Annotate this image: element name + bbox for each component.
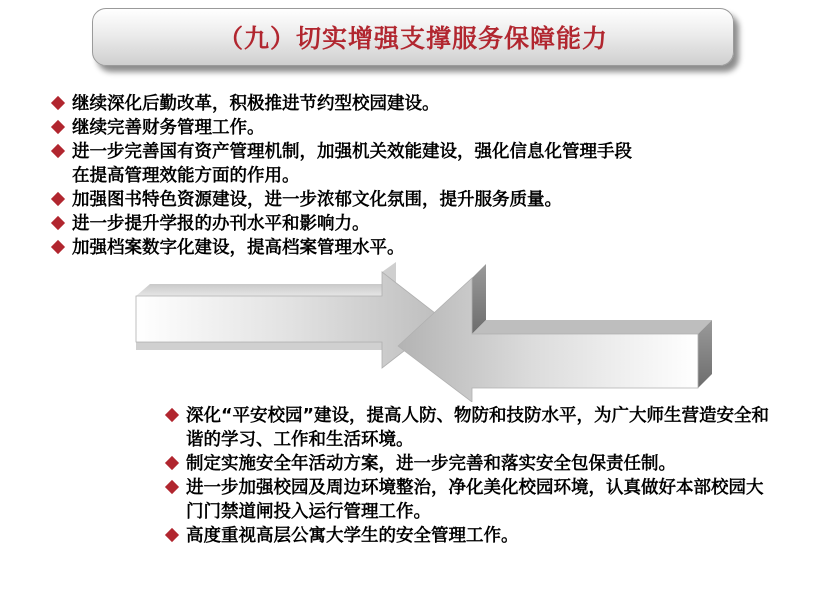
bullet-text: 进一步完善国有资产管理机制，加强机关效能建设，强化信息化管理手段在提高管理效能方面的作用。 — [72, 142, 632, 186]
diamond-bullet-icon — [164, 452, 186, 476]
bullet-text: 加强档案数字化建设，提高档案管理水平。 — [72, 238, 405, 258]
list-item — [50, 140, 700, 188]
list-item — [164, 524, 804, 548]
diamond-bullet-icon — [164, 476, 186, 500]
diamond-bullet-icon — [50, 92, 72, 116]
diamond-bullet-icon — [50, 116, 72, 140]
list-item — [50, 188, 700, 212]
bullet-text: 制定实施安全年活动方案，进一步完善和落实安全包保责任制。 — [186, 454, 676, 474]
list-item — [50, 212, 700, 236]
diamond-bullet-icon — [50, 236, 72, 260]
bullet-text: 继续完善财务管理工作。 — [72, 118, 265, 138]
left-arrow-icon — [398, 264, 712, 402]
list-item — [50, 116, 700, 140]
list-item — [50, 236, 700, 260]
bullet-text: 深化“平安校园”建设，提高人防、物防和技防水平，为广大师生营造安全和谐的学习、工作和生活环境。 — [186, 406, 770, 450]
list-item — [164, 404, 804, 452]
diamond-bullet-icon — [50, 188, 72, 212]
list-item — [50, 92, 700, 116]
bullet-text: 加强图书特色资源建设，进一步浓郁文化氛围，提升服务质量。 — [72, 190, 562, 210]
bullet-text: 进一步提升学报的办刊水平和影响力。 — [72, 214, 370, 234]
diamond-bullet-icon — [164, 404, 186, 428]
diamond-bullet-icon — [164, 524, 186, 548]
opposing-arrows-graphic — [134, 262, 714, 402]
diamond-bullet-icon — [50, 212, 72, 236]
slide-title: （九）切实增强支撑服务保障能力 — [217, 24, 608, 53]
list-item — [164, 476, 804, 524]
top-bullet-list — [50, 92, 700, 260]
right-arrow-icon — [136, 262, 444, 368]
bullet-text: 高度重视高层公寓大学生的安全管理工作。 — [186, 526, 519, 546]
list-item — [164, 452, 804, 476]
title-banner — [92, 8, 734, 66]
bottom-bullet-list — [164, 404, 804, 548]
bullet-text: 进一步加强校园及周边环境整治，净化美化校园环境，认真做好本部校园大门门禁道闸投入运行管理工作。 — [186, 478, 764, 522]
bullet-text: 继续深化后勤改革，积极推进节约型校园建设。 — [72, 94, 440, 114]
diamond-bullet-icon — [50, 140, 72, 164]
